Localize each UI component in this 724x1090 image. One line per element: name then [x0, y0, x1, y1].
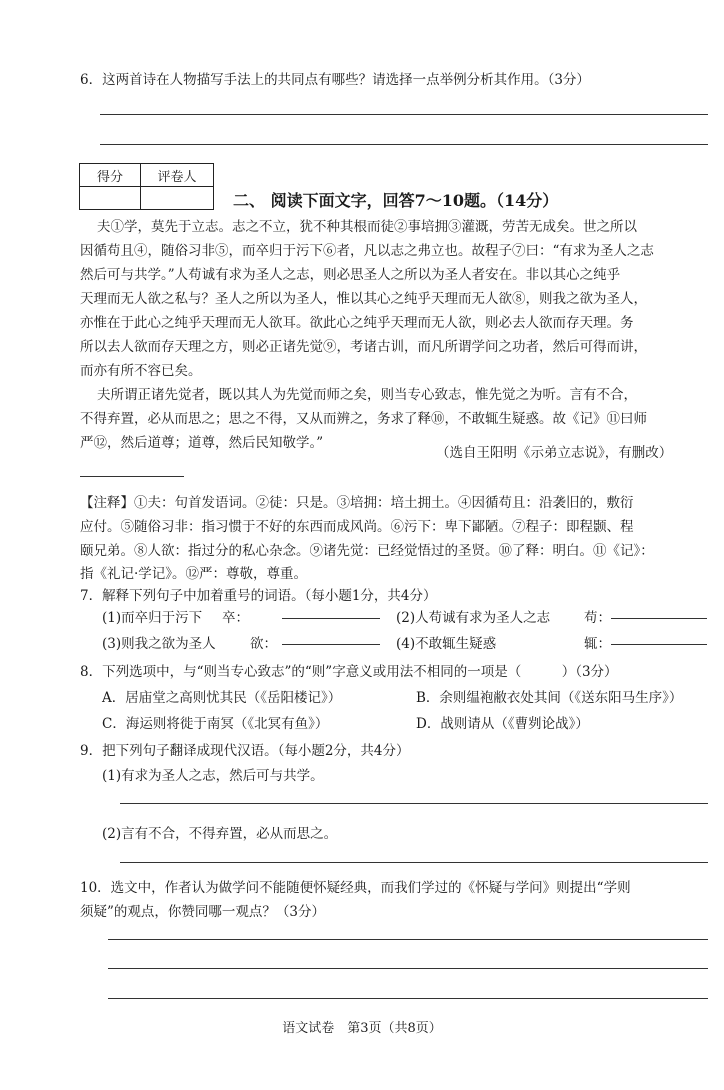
q7-word: 欲： [250, 636, 277, 652]
q9-item-2: (2)言有不合，不得弃置，必从而思之。 [102, 826, 338, 842]
q9-item-1: (1)有求为圣人之志，然后可与共学。 [102, 768, 324, 784]
q7-sentence: (2)人苟诚有求为圣人之志 [396, 610, 551, 626]
question-7-stem: 7．解释下列句子中加着重号的词语。（每小题1分，共4分） [80, 588, 437, 604]
answer-line[interactable] [108, 998, 708, 999]
answer-line[interactable] [100, 144, 708, 145]
passage-line: 因循苟且④，随俗习非⑤，而卒归于污下⑥者，凡以志之弗立也。故程子⑦曰：“有求为圣人之志 [80, 243, 654, 259]
question-10-line2: 须疑”的观点，你赞同哪一观点？（3分） [80, 904, 325, 920]
grader-cell[interactable] [141, 187, 214, 210]
question-6: 6．这两首诗在人物描写手法上的共同点有哪些？请选择一点举例分析其作用。（3分） [80, 72, 590, 88]
answer-line[interactable] [108, 939, 708, 940]
passage-line: 然后可与共学。”人苟诚有求为圣人之志，则必思圣人之所以为圣人者安在。非以其心之纯乎 [80, 267, 621, 283]
passage-line: 所以去人欲而存天理之方，则必正诸先觉⑨，考诸古训，而凡所谓学问之功者，然后可得而讲， [80, 339, 647, 355]
q7-item [102, 606, 202, 626]
answer-line[interactable] [120, 862, 708, 863]
q7-word: 苟： [584, 610, 611, 626]
passage-line: 夫所谓正诸先觉者，既以其人为先觉而师之矣，则当专心致志，惟先觉之为听。言有不合， [97, 387, 637, 403]
q8-option-d[interactable]: D．战则请从（《曹刿论战》） [416, 716, 589, 732]
q7-blank-3[interactable] [282, 630, 380, 645]
q7-word: 卒： [222, 610, 249, 626]
score-cell[interactable] [80, 187, 141, 210]
score-label: 得分 [80, 164, 141, 187]
q7-word: 辄： [584, 636, 611, 652]
passage-line: 天理而无人欲之私与？圣人之所以为圣人，惟以其心之纯乎天理而无人欲⑧，则我之欲为圣人， [80, 291, 647, 307]
question-9-stem: 9．把下列句子翻译成现代汉语。（每小题2分，共4分） [80, 743, 410, 759]
answer-line[interactable] [108, 968, 708, 969]
passage-line: 严⑫，然后道尊；道尊，然后民知敬学。” [80, 435, 324, 451]
passage-source: （选自王阳明《示弟立志说》，有删改） [436, 445, 673, 461]
score-table [79, 163, 214, 210]
note-line: 指《礼记·学记》。⑫严：尊敬，尊重。 [80, 566, 308, 582]
q7-sentence: (4)不敢辄生疑惑 [396, 636, 497, 652]
q8-option-a[interactable]: A．居庙堂之高则忧其民（《岳阳楼记》） [102, 690, 342, 706]
passage-line: 亦惟在于此心之纯乎天理而无人欲耳。欲此心之纯乎天理而无人欲，则必去人欲而存天理。务 [80, 315, 634, 331]
passage-line: 不得弃置，必从而思之；思之不得，又从而辨之，务求了释⑩，不敢辄生疑惑。故《记》⑪曰师 [80, 411, 647, 427]
section-title: 二、 阅读下面文字，回答7～10题。（14分） [233, 191, 559, 210]
note-line: 【注释】①夫：句首发语词。②徒：只是。③培拥：培土拥土。④因循苟且：沿袭旧的，敷衍 [80, 495, 634, 511]
answer-line[interactable] [120, 803, 708, 804]
note-line: 颐兄弟。⑧人欲：指过分的私心杂念。⑨诸先觉：已经觉悟过的圣贤。⑩了释：明白。⑪《记》： [80, 543, 654, 559]
footnote-divider [80, 476, 184, 477]
answer-line[interactable] [100, 114, 708, 115]
note-line: 应付。⑤随俗习非：指习惯于不好的东西而成风尚。⑥污下：卑下鄙陋。⑦程子：即程颢、程 [80, 519, 634, 535]
q7-sentence: (3)则我之欲为圣人 [102, 636, 216, 652]
q7-blank-4[interactable] [611, 630, 707, 645]
q7-sentence: (1)而卒归于污下 [102, 610, 203, 626]
q8-option-b[interactable]: B．余则缊袍敝衣处其间（《送东阳马生序》） [416, 690, 683, 706]
page-footer: 语文试卷 第3页（共8页） [282, 1021, 442, 1036]
q7-blank-1[interactable] [282, 604, 380, 619]
passage-line: 夫①学，莫先于立志。志之不立，犹不种其根而徒②事培拥③灌溉，劳苦无成矣。世之所以 [97, 219, 637, 235]
q8-option-c[interactable]: C．海运则将徙于南冥（《北冥有鱼》） [102, 716, 329, 732]
q7-blank-2[interactable] [611, 604, 707, 619]
question-8-stem: 8．下列选项中，与“则当专心致志”的“则”字意义或用法不相同的一项是（ ）（3分） [80, 664, 618, 680]
question-10-line1: 10．选文中，作者认为做学问不能随便怀疑经典，而我们学过的《怀疑与学问》则提出“学则 [80, 880, 631, 896]
grader-label: 评卷人 [141, 164, 214, 187]
passage-line: 而亦有所不容已矣。 [80, 363, 202, 379]
